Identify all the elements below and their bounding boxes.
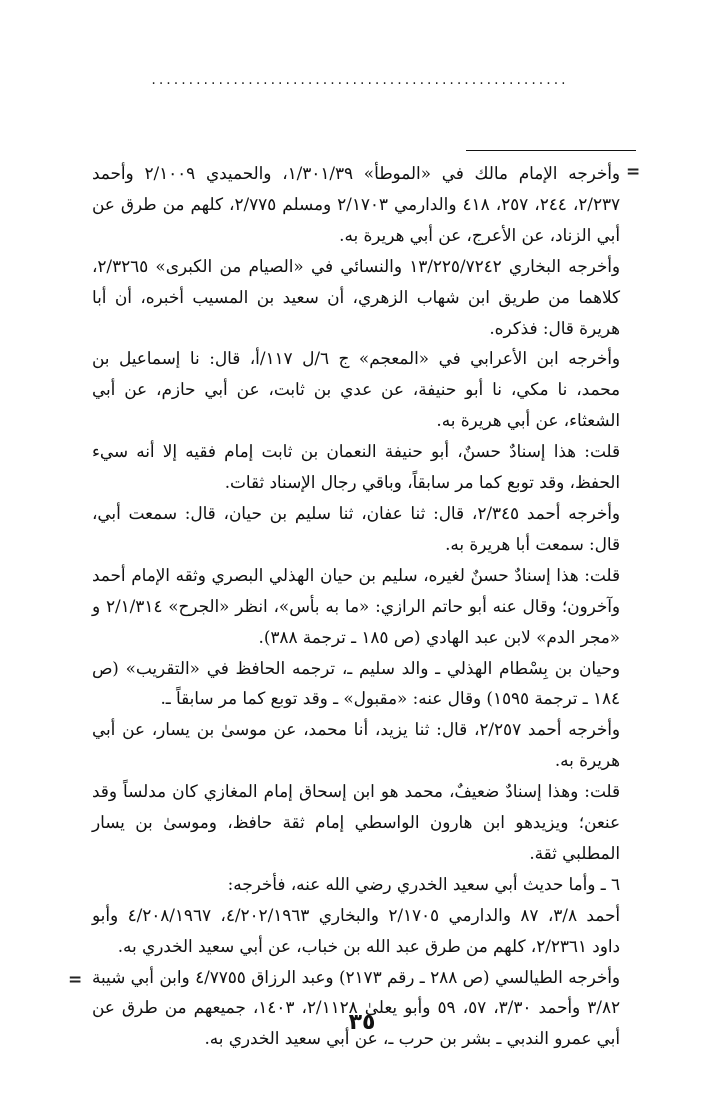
- paragraph: أحمد ٣/٨، ٨٧ والدارمي ٢/١٧٠٥ والبخاري ٤/٢٠٢/١٩٦٣، ٤/٢٠٨/١٩٦٧ وأبو داود ٢/٢٣٦١، كلهم من طرق عبد الله بن خباب، عن أبي سعيد الخدري به.: [92, 904, 620, 956]
- continuation-mark-start: =: [626, 162, 641, 182]
- paragraph: وأخرجه البخاري ١٣/٢٢٥/٧٢٤٢ والنسائي في «الصيام من الكبرى» ٢/٣٢٦٥، كلاهما من طريق ابن شهاب الزهري، أن سعيد بن المسيب أخبره، أن أبا هريرة قال: فذكره.: [92, 255, 620, 338]
- paragraph: ٦ ـ وأما حديث أبي سعيد الخدري رضي الله عنه، فأخرجه:: [227, 873, 620, 894]
- paragraph: وأخرجه الإمام مالك في «الموطأ» ١/٣٠١/٣٩، والحميدي ٢/١٠٠٩ وأحمد ٢/٢٣٧، ٢٤٤، ٢٥٧، ٤١٨ والدارمي ٢/١٧٠٣ ومسلم ٢/٧٧٥، كلهم من طرق عن أبي الزناد، عن الأعرج، عن أبي هريرة به.: [92, 163, 621, 245]
- footnote-body: [92, 158, 620, 1054]
- paragraph: قلت: هذا إسنادٌ حسنٌ لغيره، سليم بن حيان الهذلي البصري وثقه الإمام أحمد وآخرون؛ وقال عنه أبو حاتم الرازي: «ما به بأس»، انظر «الجرح» ٢/١/٣١٤ و «مجر الدم» لابن عبد الهادي (ص ١٨٥ ـ ترجمة ٣٨٨).: [92, 564, 620, 647]
- paragraph: وحيان بن بِسْطام الهذلي ـ والد سليم ـ، ترجمه الحافظ في «التقريب» (ص ١٨٤ ـ ترجمة ١٥٩٥) وقال عنه: «مقبول» ـ وقد توبع كما مر سابقاً ـ.: [92, 657, 620, 709]
- page-number: ٣٥: [348, 1010, 376, 1035]
- paragraph: وأخرجه ابن الأعرابي في «المعجم» ج ٦/ل ١١٧/أ، قال: نا إسماعيل بن محمد، نا مكي، نا أبو حنيفة، عن عدي بن ثابت، عن أبي حازم، عن أبي الشعثاء، عن أبي هريرة به.: [92, 348, 620, 431]
- paragraph: قلت: هذا إسنادٌ حسنٌ، أبو حنيفة النعمان بن ثابت إمام فقيه إلا أنه سيء الحفظ، وقد توبع كما مر سابقاً، وباقي رجال الإسناد ثقات.: [92, 441, 620, 493]
- paragraph: وأخرجه أحمد ٢/٢٥٧، قال: ثنا يزيد، أنا محمد، عن موسىٰ بن يسار، عن أبي هريرة به.: [92, 719, 621, 771]
- continuation-mark-end: =: [68, 970, 83, 990]
- top-dotted-separator: ........................................................: [151, 72, 569, 88]
- footnote-rule: [466, 150, 636, 151]
- paragraph: وأخرجه الطيالسي (ص ٢٨٨ ـ رقم ٢١٧٣) وعبد الرزاق ٤/٧٧٥٥ وابن أبي شيبة ٣/٨٢ وأحمد ٣/٣٠، ٥٧، ٥٩ وأبو يعلىٰ ٢/١١٢٨، ١٤٠٣، جميعهم من طرق عن أبي عمرو الندبي ـ بشر بن حرب ـ، عن أبي سعيد الخدري به.: [92, 966, 620, 1049]
- paragraph: وأخرجه أحمد ٢/٣٤٥، قال: ثنا عفان، ثنا سليم بن حيان، قال: سمعت أبي، قال: سمعت أبا هريرة به.: [92, 502, 620, 554]
- paragraph: قلت: وهذا إسنادٌ ضعيفٌ، محمد هو ابن إسحاق إمام المغازي كان مدلساً وقد عنعن؛ ويزيدهو ابن هارون الواسطي إمام ثقة حافظ، وموسىٰ بن يسار المطلبي ثقة.: [92, 781, 620, 863]
